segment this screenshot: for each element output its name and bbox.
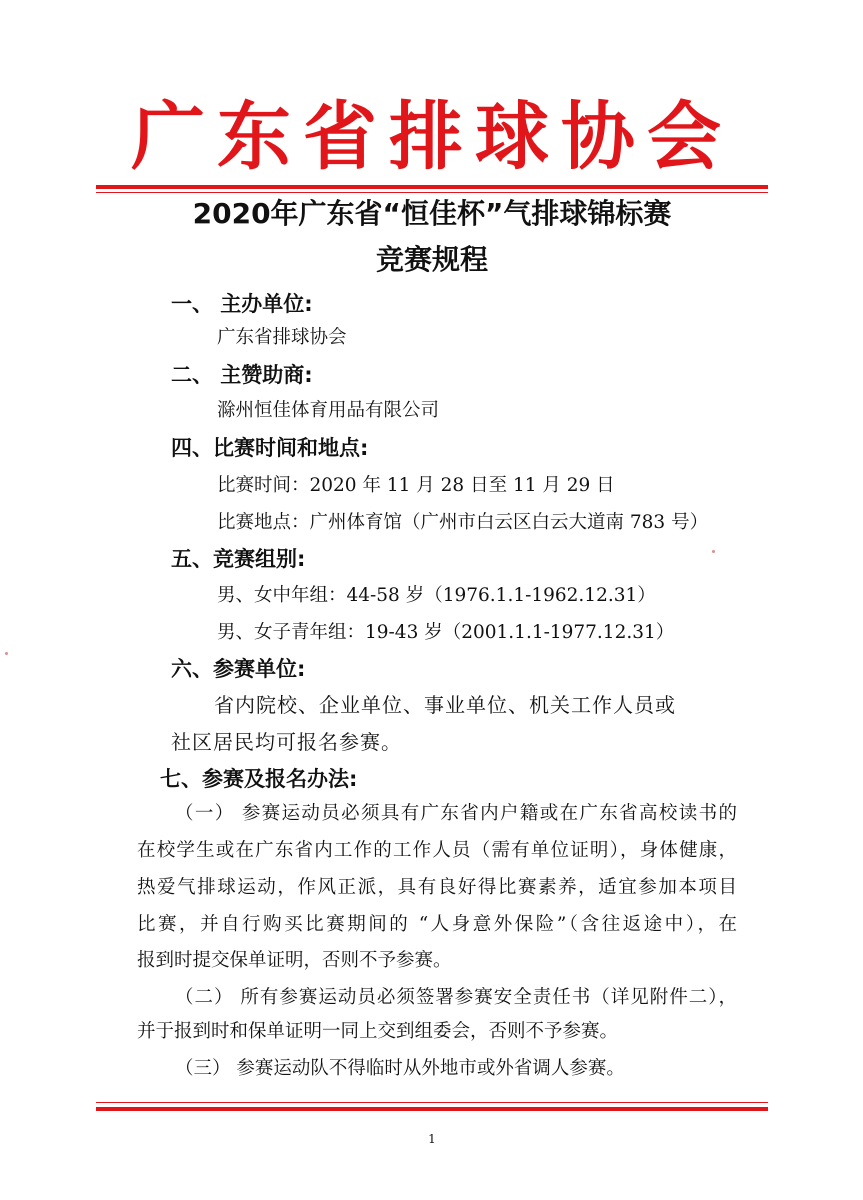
participants-text-line2: 社区居民均可报名参赛。 <box>171 730 402 754</box>
participants-text-line1: 省内院校、企业单位、事业单位、机关工作人员或 <box>214 693 676 717</box>
sponsor-text: 滁州恒佳体育用品有限公司 <box>217 400 440 421</box>
letterhead-title: 广东省排球协会 <box>131 94 733 180</box>
section-heading-sponsor: 二、 主赞助商: <box>171 363 313 387</box>
rule-1-line-5: 报到时提交保单证明，否则不予参赛。 <box>137 950 452 971</box>
rule-2-line-1: （二） 所有参赛运动员必须签署参赛安全责任书（详见附件二）， <box>175 987 737 1008</box>
section-heading-organizer: 一、 主办单位: <box>171 292 313 316</box>
organizer-text: 广东省排球协会 <box>217 327 347 348</box>
rule-1-line-2: 在校学生或在广东省内工作的工作人员（需有单位证明），身体健康， <box>137 840 737 861</box>
scan-speck <box>5 652 8 655</box>
section-heading-groups: 五、竞赛组别: <box>171 547 306 571</box>
match-venue-text: 比赛地点：广州体育馆（广州市白云区白云大道南 783 号） <box>217 512 709 533</box>
scan-speck <box>712 550 715 553</box>
section-heading-registration: 七、参赛及报名办法: <box>160 767 358 791</box>
letterhead-rule-thick <box>96 185 768 189</box>
footer-rule-thin <box>96 1102 768 1103</box>
rule-1-line-1: （一） 参赛运动员必须具有广东省内户籍或在广东省高校读书的 <box>175 803 737 824</box>
group-middle-age-text: 男、女中年组：44-58 岁（1976.1.1-1962.12.31） <box>217 585 656 606</box>
rule-2-line-2: 并于报到时和保单证明一同上交到组委会，否则不予参赛。 <box>137 1021 619 1042</box>
page-number: 1 <box>428 1132 436 1146</box>
section-heading-participants: 六、参赛单位: <box>171 657 306 681</box>
footer-rule-thick <box>96 1107 768 1111</box>
letterhead-rule-thin <box>96 192 768 193</box>
section-heading-time-place: 四、比赛时间和地点: <box>171 436 369 460</box>
group-youth-text: 男、女子青年组：19-43 岁（2001.1.1-1977.12.31） <box>217 622 675 643</box>
rule-3-line-1: （三） 参赛运动队不得临时从外地市或外省调人参赛。 <box>175 1058 625 1079</box>
rule-1-line-3: 热爱气排球运动，作风正派，具有良好得比赛素养，适宜参加本项目 <box>137 877 737 898</box>
document-subtitle: 竞赛规程 <box>375 243 488 276</box>
match-time-text: 比赛时间：2020 年 11 月 28 日至 11 月 29 日 <box>217 475 615 496</box>
document-title: 2020年广东省“恒佳杯”气排球锦标赛 <box>192 197 672 230</box>
rule-1-line-4: 比赛，并自行购买比赛期间的 “人身意外保险”（含往返途中），在 <box>137 914 737 935</box>
